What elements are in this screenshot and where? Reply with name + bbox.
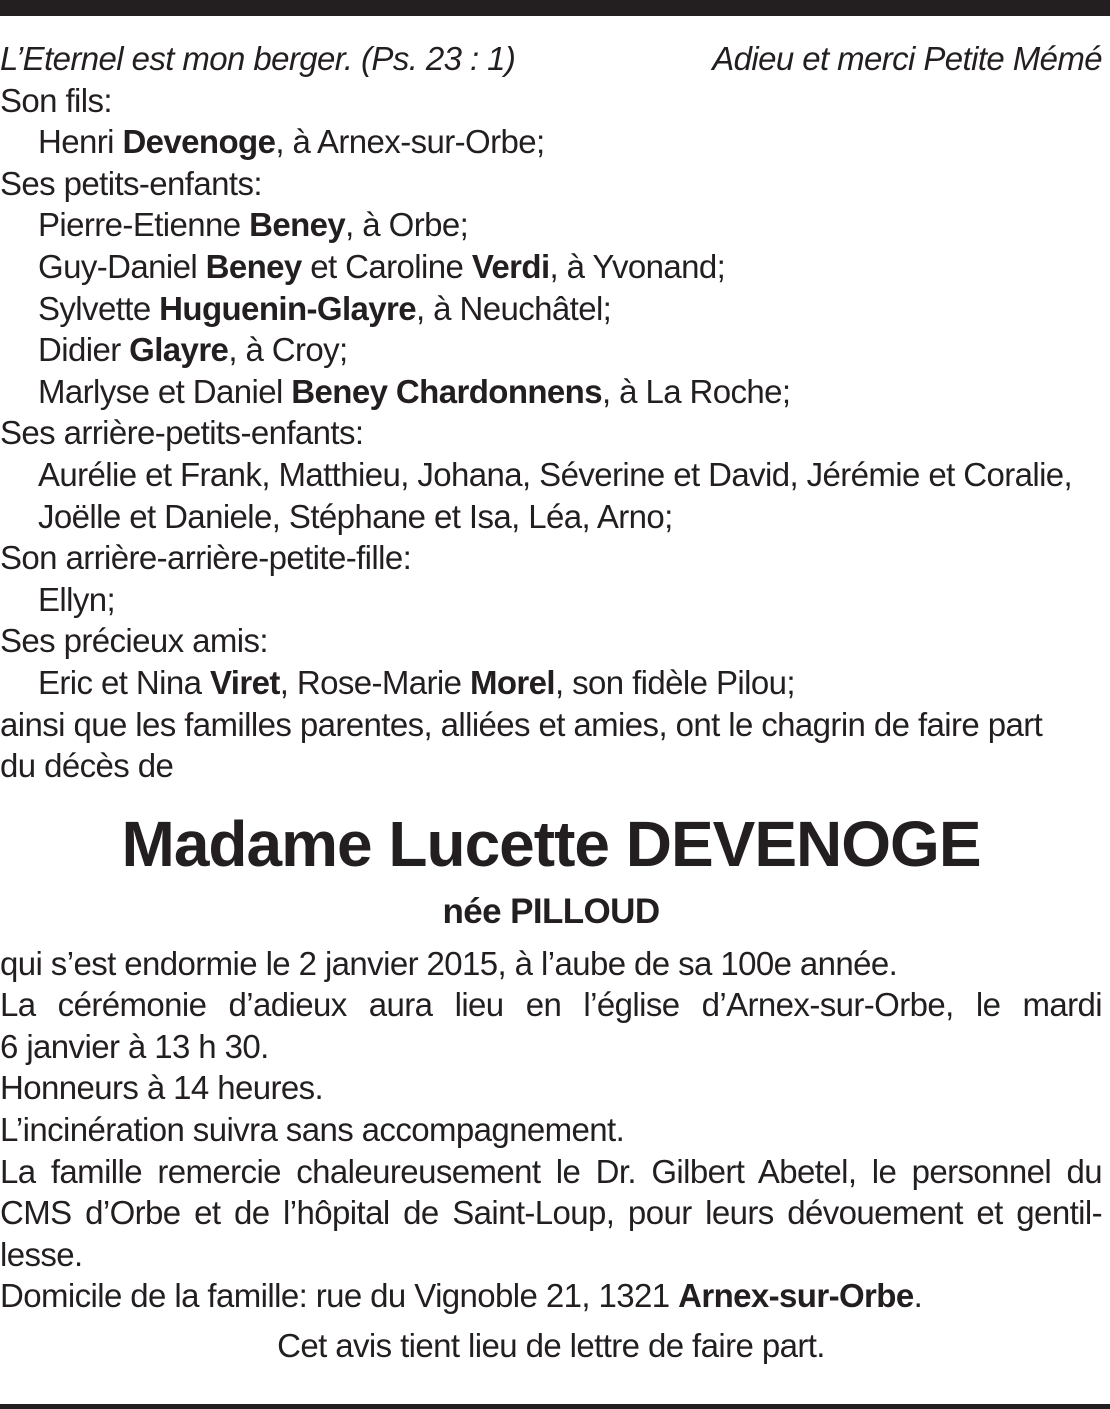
great-grandchildren-line: Aurélie et Frank, Matthieu, Johana, Séverine et David, Jérémie et Coralie, [38,455,1073,493]
son-entry: Henri Devenoge, à Arnex-sur-Orbe; [38,123,545,161]
maiden-name: née PILLOUD [442,891,660,931]
grandchild-entry: Sylvette Huguenin-Glayre, à Neuchâtel; [38,289,612,327]
friends-entry: Eric et Nina Viret, Rose-Marie Morel, son fidèle Pilou; [38,663,795,701]
details-line: L’incinération suivra sans accompagnement. [0,1111,625,1149]
surname: Beney [205,247,302,285]
announcement-line: du décès de [0,747,174,785]
deceased-name: Madame Lucette DEVENOGE [121,807,981,880]
great-great-grandchild-label: Son arrière-arrière-petite-fille: [0,539,412,577]
grandchildren-label: Ses petits-enfants: [0,164,262,202]
grandchild-entry: Didier Glayre, à Croy; [38,331,348,369]
surname: Huguenin-Glayre [159,289,417,327]
surname: Beney Chardonnens [291,372,602,410]
surname: Devenoge [122,123,276,161]
header-row [0,38,1102,80]
announcement-line: ainsi que les familles parentes, alliées et amies, ont le chagrin de faire part [0,705,1043,743]
grandchild-entry: Pierre-Etienne Beney, à Orbe; [38,206,469,244]
top-border-rule [0,0,1110,16]
surname: Verdi [471,247,550,285]
death-notice [0,38,1102,1367]
bottom-border-rule [0,1404,1110,1409]
details-line: La cérémonie d’adieux aura lieu en l’église d’Arnex-sur-Orbe, le mardi [0,986,1102,1024]
surname: Glayre [129,331,229,369]
son-label: Son fils: [0,81,112,119]
farewell-line: Adieu et merci Petite Mémé [712,40,1102,77]
details-line: La famille remercie chaleureusement le Dr. Gilbert Abetel, le personnel du [0,1152,1102,1190]
details-line: Honneurs à 14 heures. [0,1069,324,1107]
surname: Viret [209,663,280,701]
closing-note: Cet avis tient lieu de lettre de faire part. [277,1327,825,1365]
great-great-grandchild-entry: Ellyn; [38,580,116,618]
details-line: qui s’est endormie le 2 janvier 2015, à l’aube de sa 100e année. [0,944,898,982]
details-line: lesse. [0,1235,83,1273]
grandchild-entry: Marlyse et Daniel Beney Chardonnens, à La Roche; [38,372,791,410]
domicile-line: Domicile de la famille: rue du Vignoble 21, 1321 Arnex-sur-Orbe. [0,1277,923,1315]
domicile-town: Arnex-sur-Orbe [678,1277,914,1315]
great-grandchildren-label: Ses arrière-petits-enfants: [0,414,364,452]
psalm-verse: L’Eternel est mon berger. (Ps. 23 : 1) [0,40,516,77]
details-line: 6 janvier à 13 h 30. [0,1027,269,1065]
friends-label: Ses précieux amis: [0,622,268,660]
surname: Beney [249,206,346,244]
details-line: CMS d’Orbe et de l’hôpital de Saint-Loup, pour leurs dévouement et gentil- [0,1194,1102,1232]
great-grandchildren-line: Joëlle et Daniele, Stéphane et Isa, Léa, Arno; [38,497,673,535]
surname: Morel [469,663,555,701]
grandchild-entry: Guy-Daniel Beney et Caroline Verdi, à Yvonand; [38,247,726,285]
